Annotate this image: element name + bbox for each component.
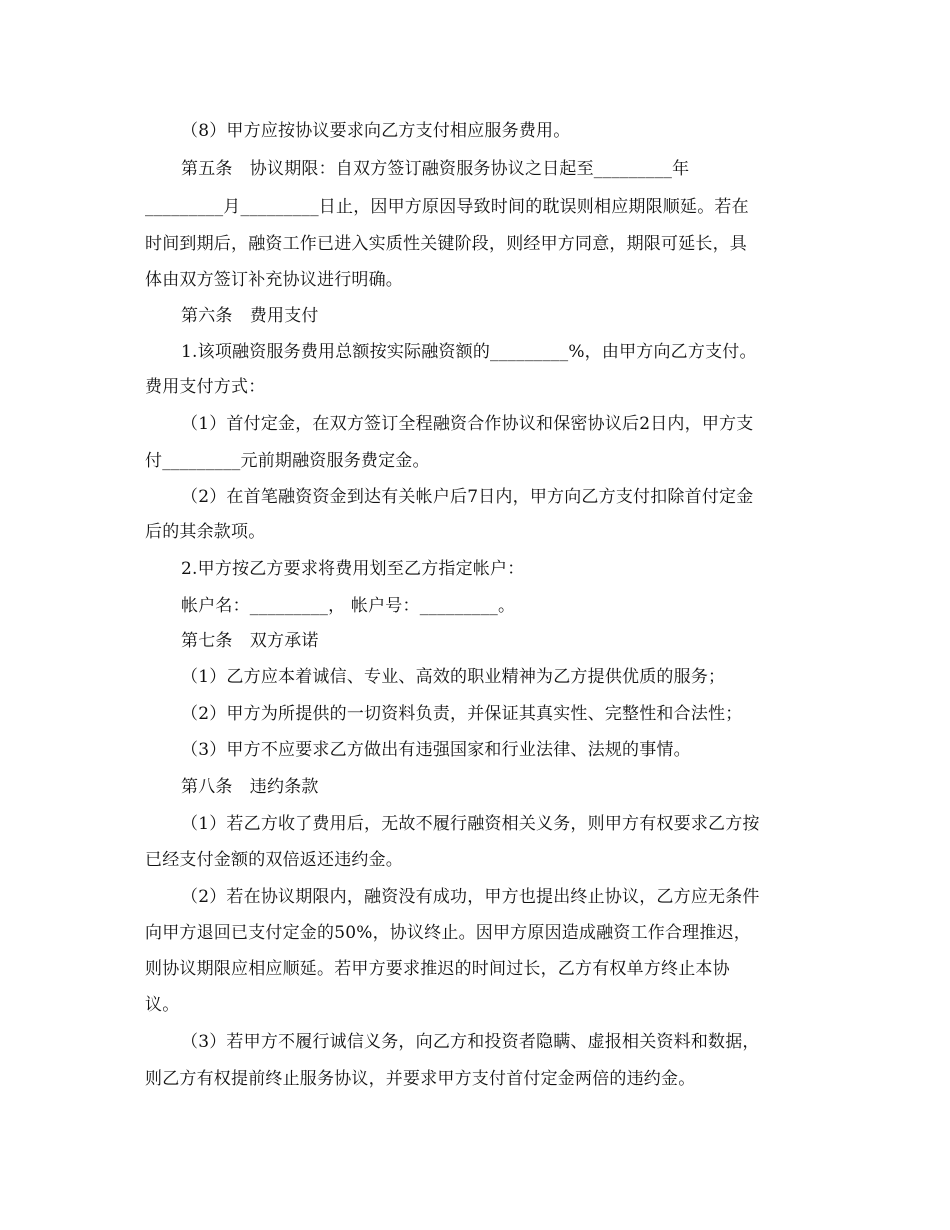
breach-item-1: （1）若乙方收了费用后，无故不履行融资相关义务，则甲方有权要求乙方按 — [181, 814, 760, 834]
article-5-text: 时间到期后，融资工作已进入实质性关键阶段，则经甲方同意，期限可延长，具 — [145, 234, 747, 254]
payment-item-1: 付_________元前期融资服务费定金。 — [145, 451, 430, 471]
payment-item-2: 后的其余款项。 — [145, 522, 266, 542]
fee-clause-1: 1.该项融资服务费用总额按实际融资额的_________%，由甲方向乙方支付。 — [181, 342, 757, 362]
breach-item-2: 则协议期限应相应顺延。若甲方要求推迟的时间过长，乙方有权单方终止本协 — [145, 959, 730, 979]
payment-item-1: （1）首付定金，在双方签订全程融资合作协议和保密协议后2日内，甲方支 — [181, 414, 754, 434]
article-5-heading: 第五条 协议期限：自双方签订融资服务协议之日起至_________年 — [181, 159, 690, 179]
breach-item-2: 议。 — [145, 995, 180, 1015]
fee-clause-1: 费用支付方式： — [145, 377, 266, 397]
breach-item-3: （3）若甲方不履行诚信义务，向乙方和投资者隐瞒、虚报相关资料和数据， — [181, 1032, 760, 1052]
payment-item-2: （2）在首笔融资资金到达有关帐户后7日内，甲方向乙方支付扣除首付定金 — [181, 487, 754, 507]
clause-item-8: （8）甲方应按协议要求向乙方支付相应服务费用。 — [181, 121, 571, 141]
article-6-heading: 第六条 费用支付 — [181, 306, 319, 326]
commitment-item-2: （2）甲方为所提供的一切资料负责，并保证其真实性、完整性和合法性； — [181, 704, 743, 724]
account-info: 帐户名：_________， 帐户号：_________。 — [181, 596, 516, 616]
fee-clause-2: 2.甲方按乙方要求将费用划至乙方指定帐户： — [181, 559, 525, 579]
breach-item-3: 则乙方有权提前终止服务协议，并要求甲方支付首付定金两倍的违约金。 — [145, 1069, 696, 1089]
commitment-item-3: （3）甲方不应要求乙方做出有违强国家和行业法律、法规的事情。 — [181, 740, 691, 760]
breach-item-1: 已经支付金额的双倍返还违约金。 — [145, 850, 403, 870]
breach-item-2: （2）若在协议期限内，融资没有成功，甲方也提出终止协议，乙方应无条件 — [181, 887, 760, 907]
breach-item-2: 向甲方退回已支付定金的50%，协议终止。因甲方原因造成融资工作合理推迟， — [145, 923, 751, 943]
article-5-text: 体由双方签订补充协议进行明确。 — [145, 270, 403, 290]
article-7-heading: 第七条 双方承诺 — [181, 631, 319, 651]
article-5-text: _________月_________日止，因甲方原因导致时间的耽误则相应期限顺延。若在 — [145, 197, 749, 217]
commitment-item-1: （1）乙方应本着诚信、专业、高效的职业精神为乙方提供优质的服务； — [181, 667, 726, 687]
article-8-heading: 第八条 违约条款 — [181, 777, 319, 797]
